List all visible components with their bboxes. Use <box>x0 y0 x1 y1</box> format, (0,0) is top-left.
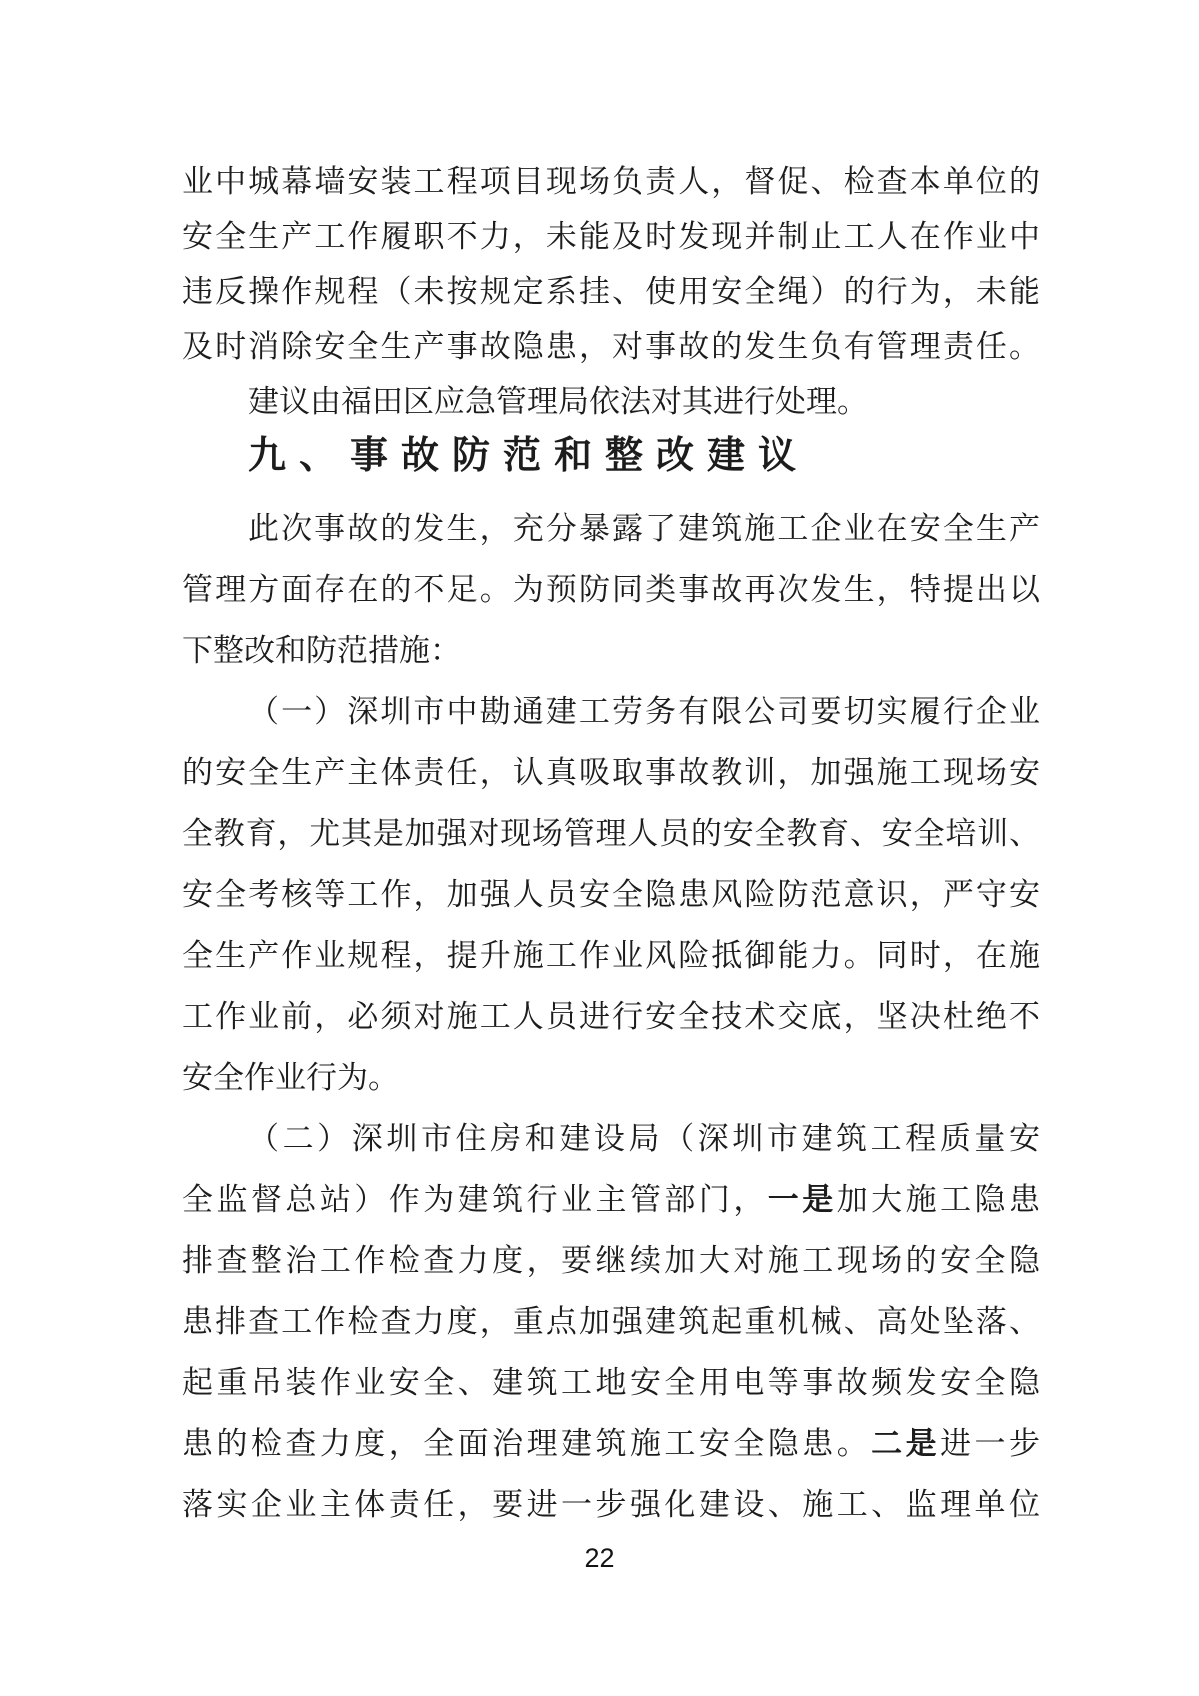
paragraph <box>182 374 1040 429</box>
bold-text-run: 二是 <box>871 1426 941 1461</box>
text-run: （二）深圳市住房和建设局（深圳市建筑工程质量安 <box>248 1121 1040 1156</box>
text-line <box>182 1108 1040 1169</box>
page-number: 22 <box>584 1543 615 1573</box>
text-line <box>182 154 1040 209</box>
paragraph <box>182 1108 1040 1535</box>
text-run: 安全生产工作履职不力，未能及时发现并制止工人在作业中 <box>182 219 1040 254</box>
text-line <box>182 264 1040 319</box>
text-run: 建议由福田区应急管理局依法对其进行处理。 <box>248 384 868 419</box>
section-heading <box>182 429 1040 484</box>
text-line <box>182 864 1040 925</box>
text-line <box>182 620 1040 681</box>
text-line <box>182 209 1040 264</box>
text-run: 全教育，尤其是加强对现场管理人员的安全教育、安全培训、 <box>182 816 1040 851</box>
text-line <box>182 1047 1040 1108</box>
text-run: 全监督总站）作为建筑行业主管部门， <box>182 1182 768 1217</box>
paragraph <box>182 154 1040 374</box>
text-run: 管理方面存在的不足。为预防同类事故再次发生，特提出以 <box>182 572 1040 607</box>
text-line <box>182 498 1040 559</box>
text-line <box>182 559 1040 620</box>
text-run: 的安全生产主体责任，认真吸取事故教训，加强施工现场安 <box>182 755 1040 790</box>
text-line <box>182 742 1040 803</box>
bold-text-run: 一是 <box>767 1182 837 1217</box>
text-run: （一）深圳市中勘通建工劳务有限公司要切实履行企业 <box>248 694 1040 729</box>
text-line <box>182 1169 1040 1230</box>
page-body <box>182 154 1040 1535</box>
paragraph <box>182 498 1040 681</box>
text-run: 全生产作业规程，提升施工作业风险抵御能力。同时，在施 <box>182 938 1040 973</box>
text-line <box>182 1474 1040 1535</box>
text-line <box>182 374 1040 429</box>
text-run: 加大施工隐患 <box>836 1182 1041 1217</box>
text-line <box>182 1291 1040 1352</box>
text-line <box>182 1413 1040 1474</box>
text-run: 患排查工作检查力度，重点加强建筑起重机械、高处坠落、 <box>182 1304 1040 1339</box>
text-run: 落实企业主体责任，要进一步强化建设、施工、监理单位 <box>182 1487 1040 1522</box>
text-run: 排查整治工作检查力度，要继续加大对施工现场的安全隐 <box>182 1243 1040 1278</box>
text-run: 安全作业行为。 <box>182 1060 399 1095</box>
text-run: 安全考核等工作，加强人员安全隐患风险防范意识，严守安 <box>182 877 1040 912</box>
text-run: 进一步 <box>940 1426 1041 1461</box>
text-line <box>182 681 1040 742</box>
text-line <box>182 319 1040 374</box>
text-run: 此次事故的发生，充分暴露了建筑施工企业在安全生产 <box>248 511 1040 546</box>
text-run: 起重吊装作业安全、建筑工地安全用电等事故频发安全隐 <box>182 1365 1040 1400</box>
paragraph <box>182 681 1040 1108</box>
bold-text-run: 九、事故防范和整改建议 <box>248 435 810 477</box>
text-run: 及时消除安全生产事故隐患，对事故的发生负有管理责任。 <box>182 329 1040 364</box>
text-line <box>182 925 1040 986</box>
text-run: 工作业前，必须对施工人员进行安全技术交底，坚决杜绝不 <box>182 999 1040 1034</box>
text-run: 患的检查力度，全面治理建筑施工安全隐患。 <box>182 1426 872 1461</box>
text-run: 违反操作规程（未按规定系挂、使用安全绳）的行为，未能 <box>182 274 1040 309</box>
text-line <box>182 986 1040 1047</box>
text-line <box>182 1352 1040 1413</box>
text-run: 下整改和防范措施： <box>182 633 461 668</box>
text-line <box>182 803 1040 864</box>
text-line <box>182 1230 1040 1291</box>
heading-line <box>182 429 1040 484</box>
text-run: 业中城幕墙安装工程项目现场负责人，督促、检查本单位的 <box>182 164 1040 199</box>
